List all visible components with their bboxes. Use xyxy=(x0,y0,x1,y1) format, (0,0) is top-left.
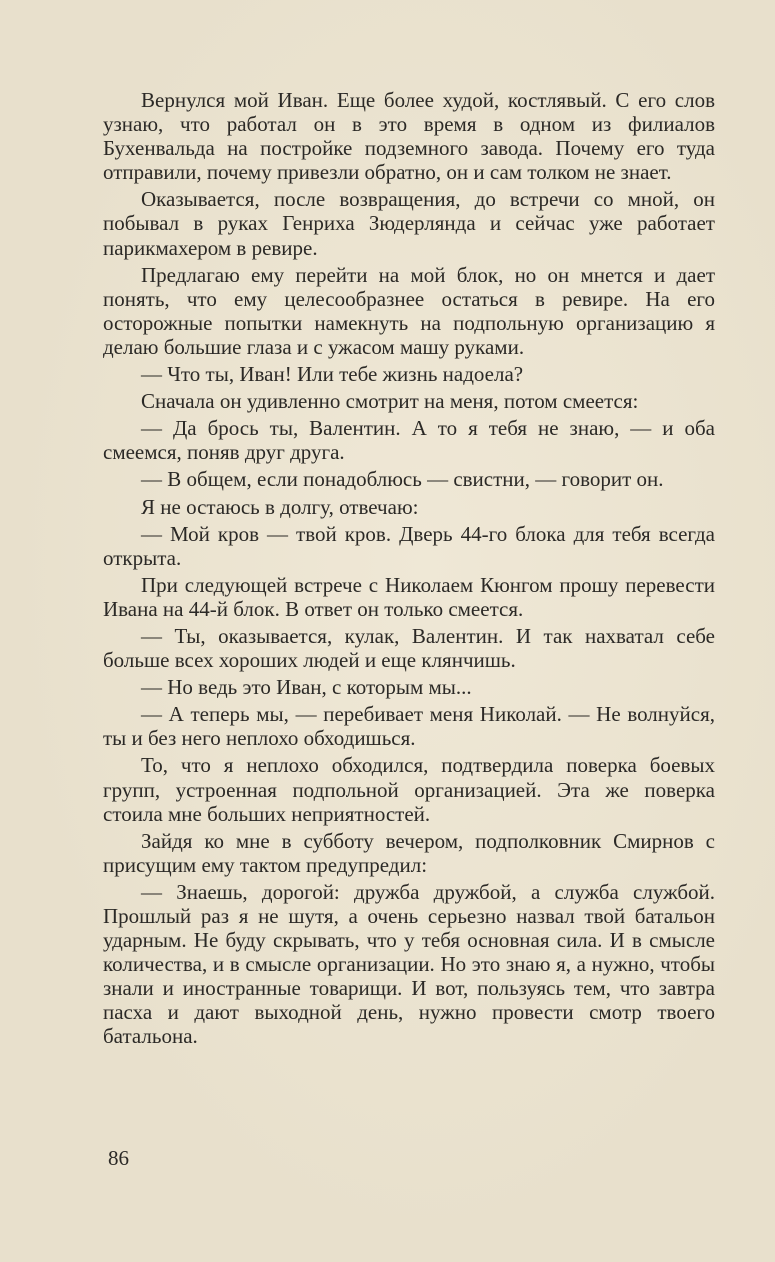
paragraph: Вернулся мой Иван. Еще более худой, костлявый. С его слов узнаю, что работал он в это время в одном из филиалов Бухенвальда на постройке подземного завода. Почему его туда отправили, почему привезли обратно, он и сам толком не знает. xyxy=(103,88,715,185)
dialogue-line: — А теперь мы, — перебивает меня Николай. — Не волнуйся, ты и без него неплохо обходишься. xyxy=(103,702,715,751)
page-body-text xyxy=(103,88,715,1052)
dialogue-line: — Что ты, Иван! Или тебе жизнь надоела? xyxy=(141,362,524,387)
paragraph: Я не остаюсь в долгу, отвечаю: xyxy=(141,494,419,519)
paragraph: При следующей встрече с Николаем Кюнгом прошу перевести Ивана на 44-й блок. В ответ он только смеется. xyxy=(103,572,715,621)
paragraph: Зайдя ко мне в субботу вечером, подполковник Смирнов с присущим ему тактом предупредил: xyxy=(103,828,715,877)
paragraph: Сначала он удивленно смотрит на меня, потом смеется: xyxy=(141,389,639,414)
dialogue-line: — Ты, оказывается, кулак, Валентин. И так нахватал себе больше всех хороших людей и еще клянчишь. xyxy=(103,623,715,673)
dialogue-line: — В общем, если понадоблюсь — свистни, — говорит он. xyxy=(141,467,664,492)
dialogue-line: — Но ведь это Иван, с которым мы... xyxy=(141,675,472,700)
dialogue-line: — Знаешь, дорогой: дружба дружбой, а служба службой. Прошлый раз я не шутя, а очень серьезно назвал твой батальон ударным. Не буду скрывать, что у тебя основная сила. И в смысле количества, и в смысле организации. Но это знаю я, а нужно, чтобы знали и иностранные товарищи. И вот, пользуясь тем, что завтра пасха и дают выходной день, нужно провести смотр твоего батальона. xyxy=(103,879,715,1049)
paragraph: Предлагаю ему перейти на мой блок, но он мнется и дает понять, что ему целесообразнее остаться в ревире. На его осторожные попытки намекнуть на подпольную организацию я делаю большие глаза и с ужасом машу руками. xyxy=(103,262,715,359)
page-number: 86 xyxy=(108,1146,129,1170)
paragraph: Оказывается, после возвращения, до встречи со мной, он побывал в руках Генриха Зюдерлянда и сейчас уже работает парикмахером в ревире. xyxy=(103,187,715,260)
dialogue-line: — Мой кров — твой кров. Дверь 44-го блока для тебя всегда открыта. xyxy=(103,521,715,570)
paragraph: То, что я неплохо обходился, подтвердила поверка боевых групп, устроенная подпольной организацией. Эта же поверка стоила мне больших неприятностей. xyxy=(103,753,715,826)
dialogue-line: — Да брось ты, Валентин. А то я тебя не знаю, — и оба смеемся, поняв друг друга. xyxy=(103,416,715,465)
